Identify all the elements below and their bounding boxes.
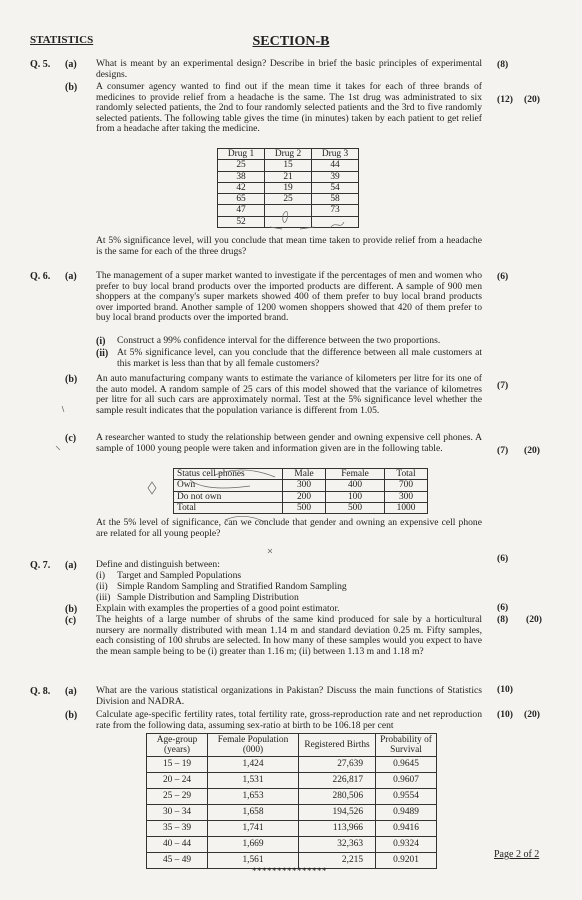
cp-header-male: Male	[283, 469, 326, 480]
q8b-label: (b)	[65, 710, 78, 721]
table-row: Own 300 400 700	[174, 480, 428, 491]
drug-header-3: Drug 3	[312, 149, 359, 160]
q8b-text: Calculate age-specific fertility rates, total fertility rate, gross-reproduction rate and net reproduction rate from the following data, assuming sex-ratio at birth to be 106.18 per cent	[96, 709, 482, 731]
cp-header-total: Total	[385, 469, 428, 480]
q7a-ii-label: (ii)	[96, 581, 108, 592]
table-row: 38 21 39	[218, 171, 359, 182]
q5b-marks: (12)	[497, 94, 513, 105]
q6a-marks: (6)	[497, 271, 509, 282]
q5a-marks: (8)	[497, 59, 509, 70]
q7a-label: (a)	[65, 560, 77, 571]
q7-number: Q. 7.	[30, 560, 51, 571]
q7b-text: Explain with examples the properties of a good point estimator.	[96, 603, 340, 614]
q7a-i-text: Target and Sampled Populations	[117, 570, 242, 581]
q7b-label: (b)	[65, 604, 78, 615]
table-row: 47 73	[218, 205, 359, 216]
table-row: 65 25 58	[218, 194, 359, 205]
table-row: 30 – 34 1,658 194,526 0.9489	[147, 805, 437, 821]
table-row: 15 – 19 1,424 27,639 0.9645	[147, 757, 437, 773]
q8a-marks: (10)	[497, 684, 513, 695]
table-row: 25 – 29 1,653 280,506 0.9554	[147, 789, 437, 805]
q7a-i-label: (i)	[96, 570, 106, 581]
q7-total: (20)	[526, 614, 542, 625]
q5-total: (20)	[524, 94, 540, 105]
q5-question: At 5% significance level, will you conclude that mean time taken to provide relief from a headache is the same for each of the three drugs?	[96, 235, 482, 257]
ft-header-age: Age-group (years)	[147, 734, 208, 757]
q6c-marks: (7)	[497, 445, 509, 456]
drug-header-2: Drug 2	[265, 149, 312, 160]
q6-total: (20)	[524, 445, 540, 456]
q7a-iii-text: Sample Distribution and Sampling Distribution	[117, 592, 299, 603]
q6b-label: (b)	[65, 374, 78, 385]
cp-header-female: Female	[326, 469, 385, 480]
q6-number: Q. 6.	[30, 271, 51, 282]
q6b-marks: (7)	[497, 380, 509, 391]
q7c-label: (c)	[65, 615, 77, 626]
subject-title: STATISTICS	[30, 34, 94, 46]
q7c-text: The heights of a large number of shrubs of the same kind produced for sale by a horticultural nursery are normally distributed with mean 1.14 m and standard deviation 0.25 m. Fifty samples, each consisting of 100 shrubs are selected. In how many of these samples would you expect to have the mean sample being to be (i) greater than 1.16 m; (ii) between 1.13 m and 1.18 m?	[96, 614, 482, 657]
q8b-marks: (10)	[497, 709, 513, 720]
q7a-text: Define and distinguish between:	[96, 559, 220, 570]
table-row: 20 – 24 1,531 226,817 0.9607	[147, 773, 437, 789]
table-row: 52	[218, 216, 359, 227]
ft-header-female: Female Population (000)	[208, 734, 299, 757]
table-row: 25 15 44	[218, 160, 359, 171]
table-row: Do not own 200 100 300	[174, 491, 428, 502]
q6a-text: The management of a super market wanted to investigate if the percentages of men and women who prefer to buy local brand products over the imported products are different. A sample of 900 men shoppers at the company's super markets showed 400 of them prefer to buy local brand products over imported brand. Another sample of 1200 women shoppers showed that 420 of them prefer to buy local brand products over the imported brand.	[96, 270, 482, 324]
q8-number: Q. 8.	[30, 686, 51, 697]
q6c-label: (c)	[65, 433, 77, 444]
table-row: 45 – 49 1,561 2,215 0.9201	[147, 853, 437, 869]
section-title: SECTION-B	[252, 34, 330, 49]
q8a-text: What are the various statistical organizations in Pakistan? Discuss the main functions of Statistics Division and NADRA.	[96, 685, 482, 707]
table-row: 35 – 39 1,741 113,966 0.9416	[147, 821, 437, 837]
q7a-iii-label: (iii)	[96, 592, 111, 603]
q8a-label: (a)	[65, 686, 77, 697]
end-stars: ***************	[252, 866, 327, 876]
q6a-ii-label: (ii)	[96, 348, 109, 359]
q5a-label: (a)	[65, 59, 77, 70]
table-row: Total 500 500 1000	[174, 502, 428, 513]
q7a-ii-text: Simple Random Sampling and Stratified Random Sampling	[117, 581, 347, 592]
q6a-label: (a)	[65, 271, 77, 282]
q6-question: At the 5% level of significance, can we conclude that gender and owning an expensive cell phone are related for all young people?	[96, 517, 482, 539]
q5a-text: What is meant by an experimental design? Describe in brief the basic principles of experimental designs.	[96, 58, 482, 80]
q6b-text: An auto manufacturing company wants to estimate the variance of kilometers per litre for its one of the auto model. A random sample of 25 cars of this model showed that the variance of kilometres per litre for all such cars are approximately normal. Test at the 5% significance level whether the sample result indicates that the population variance is different from 1.05.	[96, 373, 482, 416]
q5b-label: (b)	[65, 82, 78, 93]
q6c-text: A researcher wanted to study the relationship between gender and owning expensive cell phones. A sample of 1000 young people were taken and information given are in the following table.	[96, 432, 482, 454]
q6a-i-text: Construct a 99% confidence interval for the difference between the two proportions.	[117, 335, 441, 346]
q8-total: (20)	[524, 709, 540, 720]
q5-number: Q. 5.	[30, 59, 51, 70]
ft-header-births: Registered Births	[299, 734, 376, 757]
cp-header-status: Status cell phones	[174, 469, 283, 480]
q6a-ii-text: At 5% significance level, can you conclude that the difference between all male customers at this market is less than that by all female customers?	[117, 347, 482, 369]
drug-header-1: Drug 1	[218, 149, 265, 160]
table-row: 42 19 54	[218, 182, 359, 193]
q6a-i-label: (i)	[96, 336, 106, 347]
page-number: Page 2 of 2	[494, 849, 540, 860]
q7a-marks: (6)	[497, 553, 509, 564]
table-row: 40 – 44 1,669 32,363 0.9324	[147, 837, 437, 853]
q7c-marks: (8)	[497, 614, 509, 625]
q5b-text: A consumer agency wanted to find out if the mean time it takes for each of three brands of medicines to provide relief from a headache is the same. The 1st drug was administrated to six randomly selected patients, the 2nd to four randomly selected patients and the 3rd to five randomly selected patients. The following table gives the time (in minutes) taken by each patient to get relief from a headache after taking the medicine.	[96, 81, 482, 135]
ft-header-survival: Probability of Survival	[376, 734, 437, 757]
q7b-marks: (6)	[497, 602, 509, 613]
